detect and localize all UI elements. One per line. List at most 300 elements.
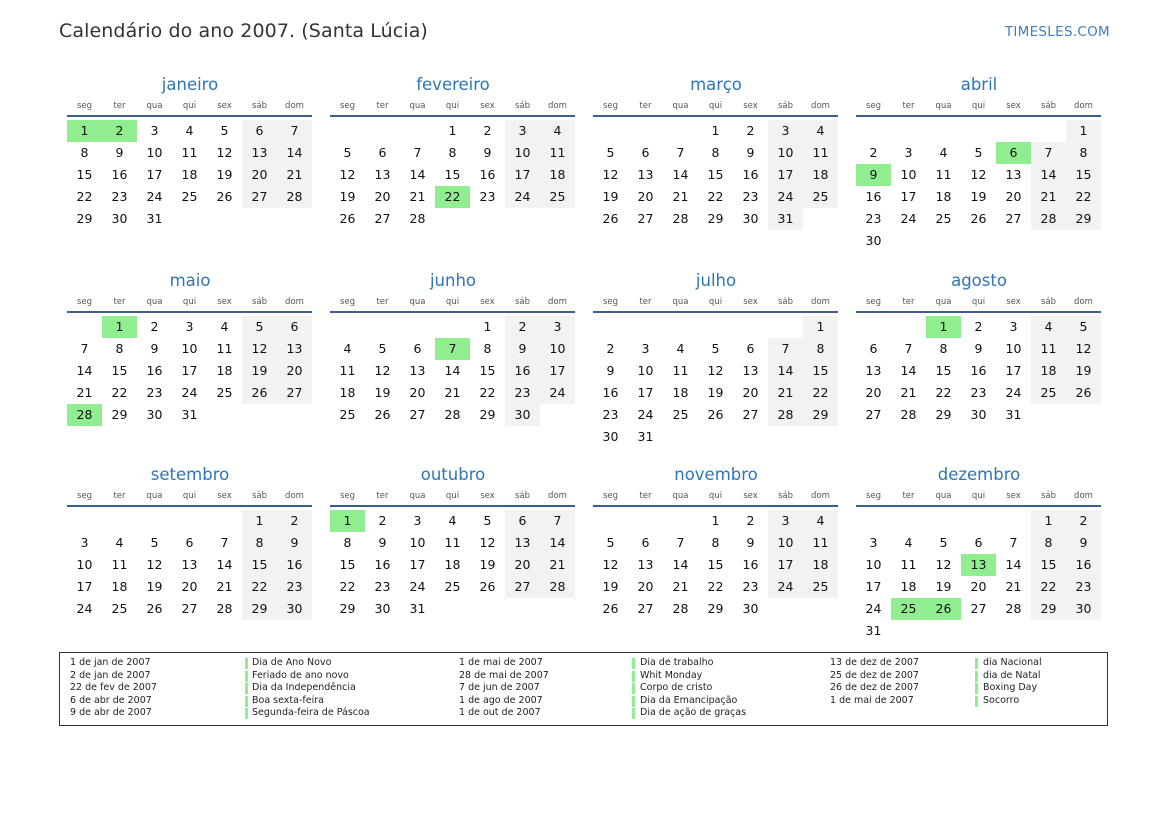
day-cell: 9 [277, 532, 312, 554]
day-cell: 21 [672, 189, 689, 204]
day-cell: 22 [339, 579, 356, 594]
weekday-label: ter [639, 101, 652, 111]
day-cell: 20 [970, 579, 987, 594]
weekday-label: sex [1006, 101, 1021, 111]
day-cell: 18 [181, 167, 198, 182]
day-cell: 25 [1031, 382, 1066, 404]
day-cell: 17 [181, 363, 198, 378]
day-cell: 5 [711, 341, 720, 356]
day-cell: 20 [409, 385, 426, 400]
day-cell: 20 [865, 385, 882, 400]
day-cell: 6 [413, 341, 422, 356]
day-cell: 19 [242, 360, 277, 382]
day-cell: 21 [76, 385, 93, 400]
legend-holiday-marker [632, 671, 635, 682]
day-cell: 27 [637, 211, 654, 226]
weekday-label: qua [146, 101, 163, 111]
legend-holiday-marker [245, 671, 248, 682]
day-cell: 16 [505, 360, 540, 382]
weekday-label: dom [548, 491, 567, 501]
day-cell: 11 [111, 557, 128, 572]
day-cell: 22 [707, 579, 724, 594]
day-cell: 10 [900, 167, 917, 182]
legend-holiday-marker [975, 696, 978, 707]
day-cell: 13 [181, 557, 198, 572]
day-cell: 4 [220, 319, 229, 334]
day-cell: 26 [242, 382, 277, 404]
brand-link[interactable]: TIMESLES.COM [1004, 24, 1110, 40]
legend-holiday-marker [245, 683, 248, 694]
weekday-label: ter [113, 101, 126, 111]
day-cell: 27 [242, 186, 277, 208]
legend-date: 25 de dez de 2007 [830, 669, 919, 681]
weekday-label: sex [743, 101, 758, 111]
day-cell: 20 [1005, 189, 1022, 204]
day-cell: 28 [216, 601, 233, 616]
day-cell: 2 [746, 513, 755, 528]
holiday-day-cell: 1 [67, 120, 102, 142]
weekday-label: qui [708, 101, 723, 111]
day-cell: 5 [974, 145, 983, 160]
day-cell: 2 [606, 341, 615, 356]
day-cell: 7 [540, 510, 575, 532]
weekday-label: qua [935, 491, 952, 501]
day-grid [330, 510, 575, 620]
day-grid [330, 120, 575, 230]
day-cell: 13 [742, 363, 759, 378]
weekday-label: sex [217, 297, 232, 307]
day-cell: 8 [343, 535, 352, 550]
day-cell: 6 [869, 341, 878, 356]
day-cell: 19 [602, 189, 619, 204]
day-cell: 18 [1031, 360, 1066, 382]
day-cell: 29 [1031, 598, 1066, 620]
day-cell: 10 [505, 142, 540, 164]
weekday-label: sex [743, 297, 758, 307]
day-cell: 10 [540, 338, 575, 360]
empty-cell [663, 316, 698, 338]
month-title: agosto [951, 271, 1007, 290]
day-cell: 30 [742, 211, 759, 226]
day-cell: 3 [1009, 319, 1018, 334]
day-cell: 28 [768, 404, 803, 426]
month-title: fevereiro [416, 75, 490, 94]
day-cell: 7 [676, 535, 685, 550]
weekday-label: sex [480, 297, 495, 307]
day-cell: 5 [1066, 316, 1101, 338]
month-title: junho [429, 271, 477, 290]
day-cell: 22 [76, 189, 93, 204]
day-cell: 15 [76, 167, 93, 182]
day-cell: 23 [602, 407, 619, 422]
day-cell: 14 [1031, 164, 1066, 186]
day-cell: 27 [970, 601, 987, 616]
weekday-label: qua [672, 101, 689, 111]
weekday-header [856, 293, 1101, 313]
day-cell: 12 [935, 557, 952, 572]
day-cell: 13 [505, 532, 540, 554]
holiday-day-cell: 28 [67, 404, 102, 426]
day-cell: 29 [707, 601, 724, 616]
day-cell: 3 [505, 120, 540, 142]
weekday-label: ter [113, 491, 126, 501]
day-cell: 17 [637, 385, 654, 400]
empty-cell [593, 510, 628, 532]
day-cell: 17 [768, 164, 803, 186]
day-cell: 10 [409, 535, 426, 550]
weekday-label: qua [672, 491, 689, 501]
day-cell: 6 [277, 316, 312, 338]
day-cell: 2 [378, 513, 387, 528]
day-cell: 25 [540, 186, 575, 208]
day-cell: 23 [742, 189, 759, 204]
day-cell: 8 [115, 341, 124, 356]
weekday-header [67, 293, 312, 313]
calendar-grid [67, 73, 1102, 642]
day-cell: 15 [707, 557, 724, 572]
day-cell: 1 [1031, 510, 1066, 532]
day-cell: 25 [935, 211, 952, 226]
empty-cell [768, 316, 803, 338]
day-cell: 28 [409, 211, 426, 226]
day-cell: 10 [1005, 341, 1022, 356]
day-cell: 29 [707, 211, 724, 226]
day-cell: 14 [444, 363, 461, 378]
weekday-label: qui [182, 491, 197, 501]
weekday-header [856, 97, 1101, 117]
day-cell: 17 [146, 167, 163, 182]
day-grid [330, 316, 575, 426]
legend-date: 6 de abr de 2007 [70, 694, 152, 706]
day-grid [856, 316, 1101, 426]
day-cell: 23 [865, 211, 882, 226]
holiday-legend [59, 652, 1108, 726]
day-cell: 11 [444, 535, 461, 550]
day-cell: 11 [1031, 338, 1066, 360]
day-cell: 26 [479, 579, 496, 594]
day-cell: 17 [1005, 363, 1022, 378]
day-cell: 18 [111, 579, 128, 594]
day-cell: 16 [970, 363, 987, 378]
day-cell: 30 [277, 598, 312, 620]
day-cell: 22 [803, 382, 838, 404]
weekday-header [593, 293, 838, 313]
weekday-label: seg [339, 297, 356, 307]
day-cell: 10 [768, 532, 803, 554]
day-cell: 11 [900, 557, 917, 572]
weekday-label: sáb [251, 297, 268, 307]
weekday-header [330, 97, 575, 117]
weekday-label: qua [409, 101, 426, 111]
day-cell: 26 [216, 189, 233, 204]
day-cell: 28 [1005, 601, 1022, 616]
weekday-label: seg [76, 297, 93, 307]
weekday-label: sex [480, 491, 495, 501]
day-cell: 19 [602, 579, 619, 594]
day-cell: 15 [803, 360, 838, 382]
weekday-label: qui [708, 491, 723, 501]
day-grid [593, 120, 838, 230]
weekday-label: sáb [1040, 101, 1057, 111]
month-novembro [593, 463, 839, 642]
day-cell: 23 [479, 189, 496, 204]
day-cell: 2 [277, 510, 312, 532]
day-cell: 13 [374, 167, 391, 182]
day-cell: 18 [900, 579, 917, 594]
day-cell: 14 [900, 363, 917, 378]
empty-cell [172, 510, 207, 532]
day-cell: 25 [181, 189, 198, 204]
weekday-label: dom [1074, 491, 1093, 501]
weekday-label: sáb [514, 101, 531, 111]
empty-cell [67, 510, 102, 532]
day-cell: 6 [242, 120, 277, 142]
day-cell: 26 [602, 601, 619, 616]
day-cell: 14 [540, 532, 575, 554]
day-cell: 27 [637, 601, 654, 616]
weekday-label: dom [811, 491, 830, 501]
month-setembro [67, 463, 313, 642]
weekday-label: sáb [777, 101, 794, 111]
weekday-label: sáb [1040, 297, 1057, 307]
day-cell: 14 [216, 557, 233, 572]
holiday-day-cell: 1 [926, 316, 961, 338]
legend-date: 26 de dez de 2007 [830, 682, 919, 694]
day-cell: 11 [540, 142, 575, 164]
weekday-label: qui [708, 297, 723, 307]
day-cell: 22 [111, 385, 128, 400]
day-cell: 15 [444, 167, 461, 182]
day-cell: 21 [672, 579, 689, 594]
day-cell: 16 [742, 557, 759, 572]
day-cell: 24 [505, 186, 540, 208]
day-cell: 2 [746, 123, 755, 138]
day-cell: 24 [76, 601, 93, 616]
legend-holiday-name: Dia da Independência [252, 682, 356, 694]
day-cell: 4 [185, 123, 194, 138]
day-cell: 25 [803, 576, 838, 598]
weekday-label: dom [811, 297, 830, 307]
day-cell: 24 [865, 601, 882, 616]
day-cell: 12 [146, 557, 163, 572]
day-cell: 4 [115, 535, 124, 550]
day-cell: 25 [339, 407, 356, 422]
legend-date: 13 de dez de 2007 [830, 657, 919, 668]
empty-cell [996, 120, 1031, 142]
day-cell: 19 [707, 385, 724, 400]
day-cell: 16 [602, 385, 619, 400]
empty-cell [733, 316, 768, 338]
day-cell: 17 [409, 557, 426, 572]
empty-cell [137, 510, 172, 532]
empty-cell [698, 316, 733, 338]
day-cell: 13 [242, 142, 277, 164]
day-cell: 8 [242, 532, 277, 554]
day-cell: 15 [1031, 554, 1066, 576]
weekday-label: qui [182, 297, 197, 307]
weekday-label: ter [376, 491, 389, 501]
day-cell: 29 [242, 598, 277, 620]
day-cell: 7 [277, 120, 312, 142]
day-cell: 11 [339, 363, 356, 378]
empty-cell [856, 316, 891, 338]
day-cell: 29 [111, 407, 128, 422]
legend-holiday-marker [632, 708, 635, 719]
weekday-label: seg [865, 491, 882, 501]
weekday-label: qua [672, 297, 689, 307]
day-cell: 15 [242, 554, 277, 576]
empty-cell [593, 120, 628, 142]
day-cell: 6 [641, 535, 650, 550]
day-cell: 18 [935, 189, 952, 204]
weekday-label: sex [1006, 491, 1021, 501]
day-cell: 22 [242, 576, 277, 598]
weekday-label: sex [217, 491, 232, 501]
weekday-header [67, 97, 312, 117]
day-cell: 22 [1066, 186, 1101, 208]
day-cell: 25 [111, 601, 128, 616]
weekday-label: dom [1074, 101, 1093, 111]
weekday-label: dom [285, 491, 304, 501]
legend-holiday-name: Boa sexta-feira [252, 694, 324, 706]
legend-date: 1 de ago de 2007 [459, 694, 543, 706]
day-cell: 24 [409, 579, 426, 594]
weekday-label: qui [971, 491, 986, 501]
legend-date: 1 de mai de 2007 [459, 657, 543, 668]
day-cell: 18 [803, 164, 838, 186]
day-cell: 3 [150, 123, 159, 138]
day-cell: 8 [711, 145, 720, 160]
weekday-label: qua [146, 491, 163, 501]
empty-cell [67, 316, 102, 338]
empty-cell [207, 510, 242, 532]
day-cell: 26 [970, 211, 987, 226]
day-cell: 16 [1066, 554, 1101, 576]
day-cell: 30 [146, 407, 163, 422]
day-cell: 21 [444, 385, 461, 400]
day-cell: 1 [483, 319, 492, 334]
month-title: abril [960, 75, 998, 94]
day-cell: 12 [707, 363, 724, 378]
weekday-label: seg [602, 297, 619, 307]
empty-cell [856, 120, 891, 142]
month-julho [593, 269, 839, 463]
legend-holiday-marker [245, 696, 248, 707]
day-cell: 10 [76, 557, 93, 572]
weekday-label: sáb [251, 101, 268, 111]
weekday-label: sex [1006, 297, 1021, 307]
month-outubro [330, 463, 576, 642]
day-cell: 24 [1005, 385, 1022, 400]
weekday-label: ter [639, 491, 652, 501]
month-março [593, 73, 839, 269]
day-cell: 16 [277, 554, 312, 576]
day-cell: 13 [409, 363, 426, 378]
day-cell: 7 [1009, 535, 1018, 550]
day-cell: 1 [242, 510, 277, 532]
day-cell: 7 [80, 341, 89, 356]
empty-cell [435, 316, 470, 338]
day-cell: 9 [483, 145, 492, 160]
day-cell: 12 [242, 338, 277, 360]
day-cell: 10 [768, 142, 803, 164]
day-cell: 9 [1066, 532, 1101, 554]
legend-holiday-marker [245, 708, 248, 719]
day-cell: 27 [277, 382, 312, 404]
day-cell: 11 [935, 167, 952, 182]
day-cell: 30 [111, 211, 128, 226]
weekday-header [856, 487, 1101, 507]
day-cell: 19 [935, 579, 952, 594]
day-cell: 1 [1066, 120, 1101, 142]
day-cell: 11 [216, 341, 233, 356]
day-cell: 30 [742, 601, 759, 616]
legend-date: 2 de jan de 2007 [70, 669, 151, 681]
day-cell: 18 [540, 164, 575, 186]
day-grid [593, 510, 838, 620]
day-cell: 30 [374, 601, 391, 616]
day-cell: 21 [1031, 186, 1066, 208]
day-cell: 4 [676, 341, 685, 356]
legend-holiday-name: Dia de Ano Novo [252, 657, 332, 668]
holiday-day-cell: 1 [330, 510, 365, 532]
empty-cell [961, 510, 996, 532]
weekday-label: qui [971, 101, 986, 111]
holiday-day-cell: 7 [435, 338, 470, 360]
day-cell: 17 [900, 189, 917, 204]
month-dezembro [856, 463, 1102, 642]
weekday-label: qui [971, 297, 986, 307]
month-fevereiro [330, 73, 576, 269]
weekday-label: seg [339, 101, 356, 111]
holiday-day-cell: 2 [102, 120, 137, 142]
day-cell: 2 [150, 319, 159, 334]
day-cell: 9 [606, 363, 615, 378]
day-cell: 12 [970, 167, 987, 182]
day-cell: 14 [409, 167, 426, 182]
legend-holiday-name: Segunda-feira de Páscoa [252, 707, 370, 719]
legend-date: 22 de fev de 2007 [70, 682, 157, 694]
weekday-label: qua [146, 297, 163, 307]
day-cell: 2 [1066, 510, 1101, 532]
day-cell: 3 [413, 513, 422, 528]
empty-cell [891, 120, 926, 142]
day-cell: 23 [146, 385, 163, 400]
day-cell: 8 [803, 338, 838, 360]
empty-cell [663, 120, 698, 142]
weekday-label: qui [445, 491, 460, 501]
day-cell: 23 [505, 382, 540, 404]
day-cell: 3 [641, 341, 650, 356]
day-cell: 27 [742, 407, 759, 422]
weekday-label: dom [285, 297, 304, 307]
day-cell: 31 [181, 407, 198, 422]
day-cell: 28 [444, 407, 461, 422]
day-cell: 24 [146, 189, 163, 204]
day-cell: 27 [374, 211, 391, 226]
day-cell: 18 [339, 385, 356, 400]
day-cell: 27 [181, 601, 198, 616]
day-grid [67, 510, 312, 620]
day-cell: 11 [803, 532, 838, 554]
day-cell: 13 [277, 338, 312, 360]
empty-cell [996, 510, 1031, 532]
day-cell: 20 [742, 385, 759, 400]
day-cell: 26 [339, 211, 356, 226]
day-cell: 28 [277, 186, 312, 208]
day-cell: 16 [742, 167, 759, 182]
legend-holiday-name: Corpo de cristo [640, 682, 713, 694]
